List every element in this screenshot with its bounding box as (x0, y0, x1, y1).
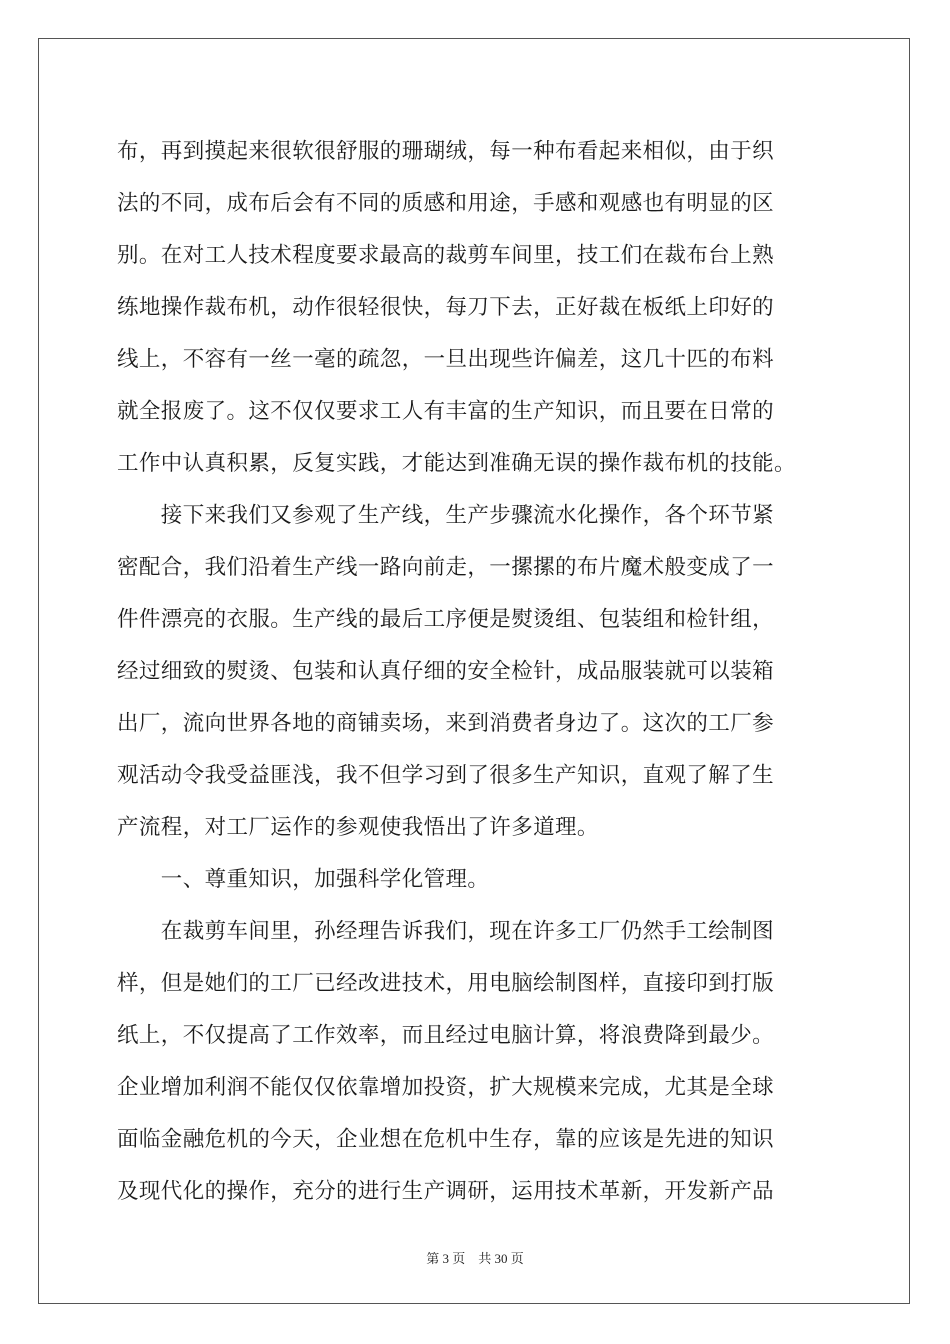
section-heading: 一、尊重知识，加强科学化管理。 (117, 867, 490, 892)
text-line: 产流程，对工厂运作的参观使我悟出了许多道理。 (117, 815, 599, 840)
page-footer (0, 1248, 950, 1267)
page-total: 共 30 页 (478, 1251, 524, 1266)
text-line: 观活动令我受益匪浅，我不但学习到了很多生产知识，直观了解了生 (117, 763, 775, 788)
text-line: 面临金融危机的今天，企业想在危机中生存，靠的应该是先进的知识 (117, 1127, 775, 1152)
text-line: 线上，不容有一丝一毫的疏忽，一旦出现些许偏差，这几十匹的布料 (117, 347, 775, 372)
document-body (117, 126, 837, 1218)
text-line: 样，但是她们的工厂已经改进技术，用电脑绘制图样，直接印到打版 (117, 971, 775, 996)
text-line: 布，再到摸起来很软很舒服的珊瑚绒，每一种布看起来相似，由于织 (117, 139, 775, 164)
page-number: 第 3 页 (426, 1251, 466, 1266)
text-line: 经过细致的熨烫、包装和认真仔细的安全检针，成品服装就可以装箱 (117, 659, 775, 684)
text-line: 在裁剪车间里，孙经理告诉我们，现在许多工厂仍然手工绘制图 (117, 919, 775, 944)
text-line: 企业增加利润不能仅仅依靠增加投资，扩大规模来完成，尤其是全球 (117, 1075, 775, 1100)
text-line: 就全报废了。这不仅仅要求工人有丰富的生产知识，而且要在日常的 (117, 399, 775, 424)
text-line: 法的不同，成布后会有不同的质感和用途，手感和观感也有明显的区 (117, 191, 775, 216)
text-line: 件件漂亮的衣服。生产线的最后工序便是熨烫组、包装组和检针组， (117, 607, 775, 632)
text-line: 接下来我们又参观了生产线，生产步骤流水化操作，各个环节紧 (117, 503, 775, 528)
text-line: 纸上，不仅提高了工作效率，而且经过电脑计算，将浪费降到最少。 (117, 1023, 775, 1048)
text-line: 密配合，我们沿着生产线一路向前走，一摞摞的布片魔术般变成了一 (117, 555, 775, 580)
text-line: 练地操作裁布机，动作很轻很快，每刀下去，正好裁在板纸上印好的 (117, 295, 775, 320)
text-line: 别。在对工人技术程度要求最高的裁剪车间里，技工们在裁布台上熟 (117, 243, 775, 268)
text-line: 工作中认真积累，反复实践，才能达到准确无误的操作裁布机的技能。 (117, 451, 796, 476)
text-line: 出厂，流向世界各地的商铺卖场，来到消费者身边了。这次的工厂参 (117, 711, 775, 736)
text-line: 及现代化的操作，充分的进行生产调研，运用技术革新，开发新产品 (117, 1179, 775, 1204)
